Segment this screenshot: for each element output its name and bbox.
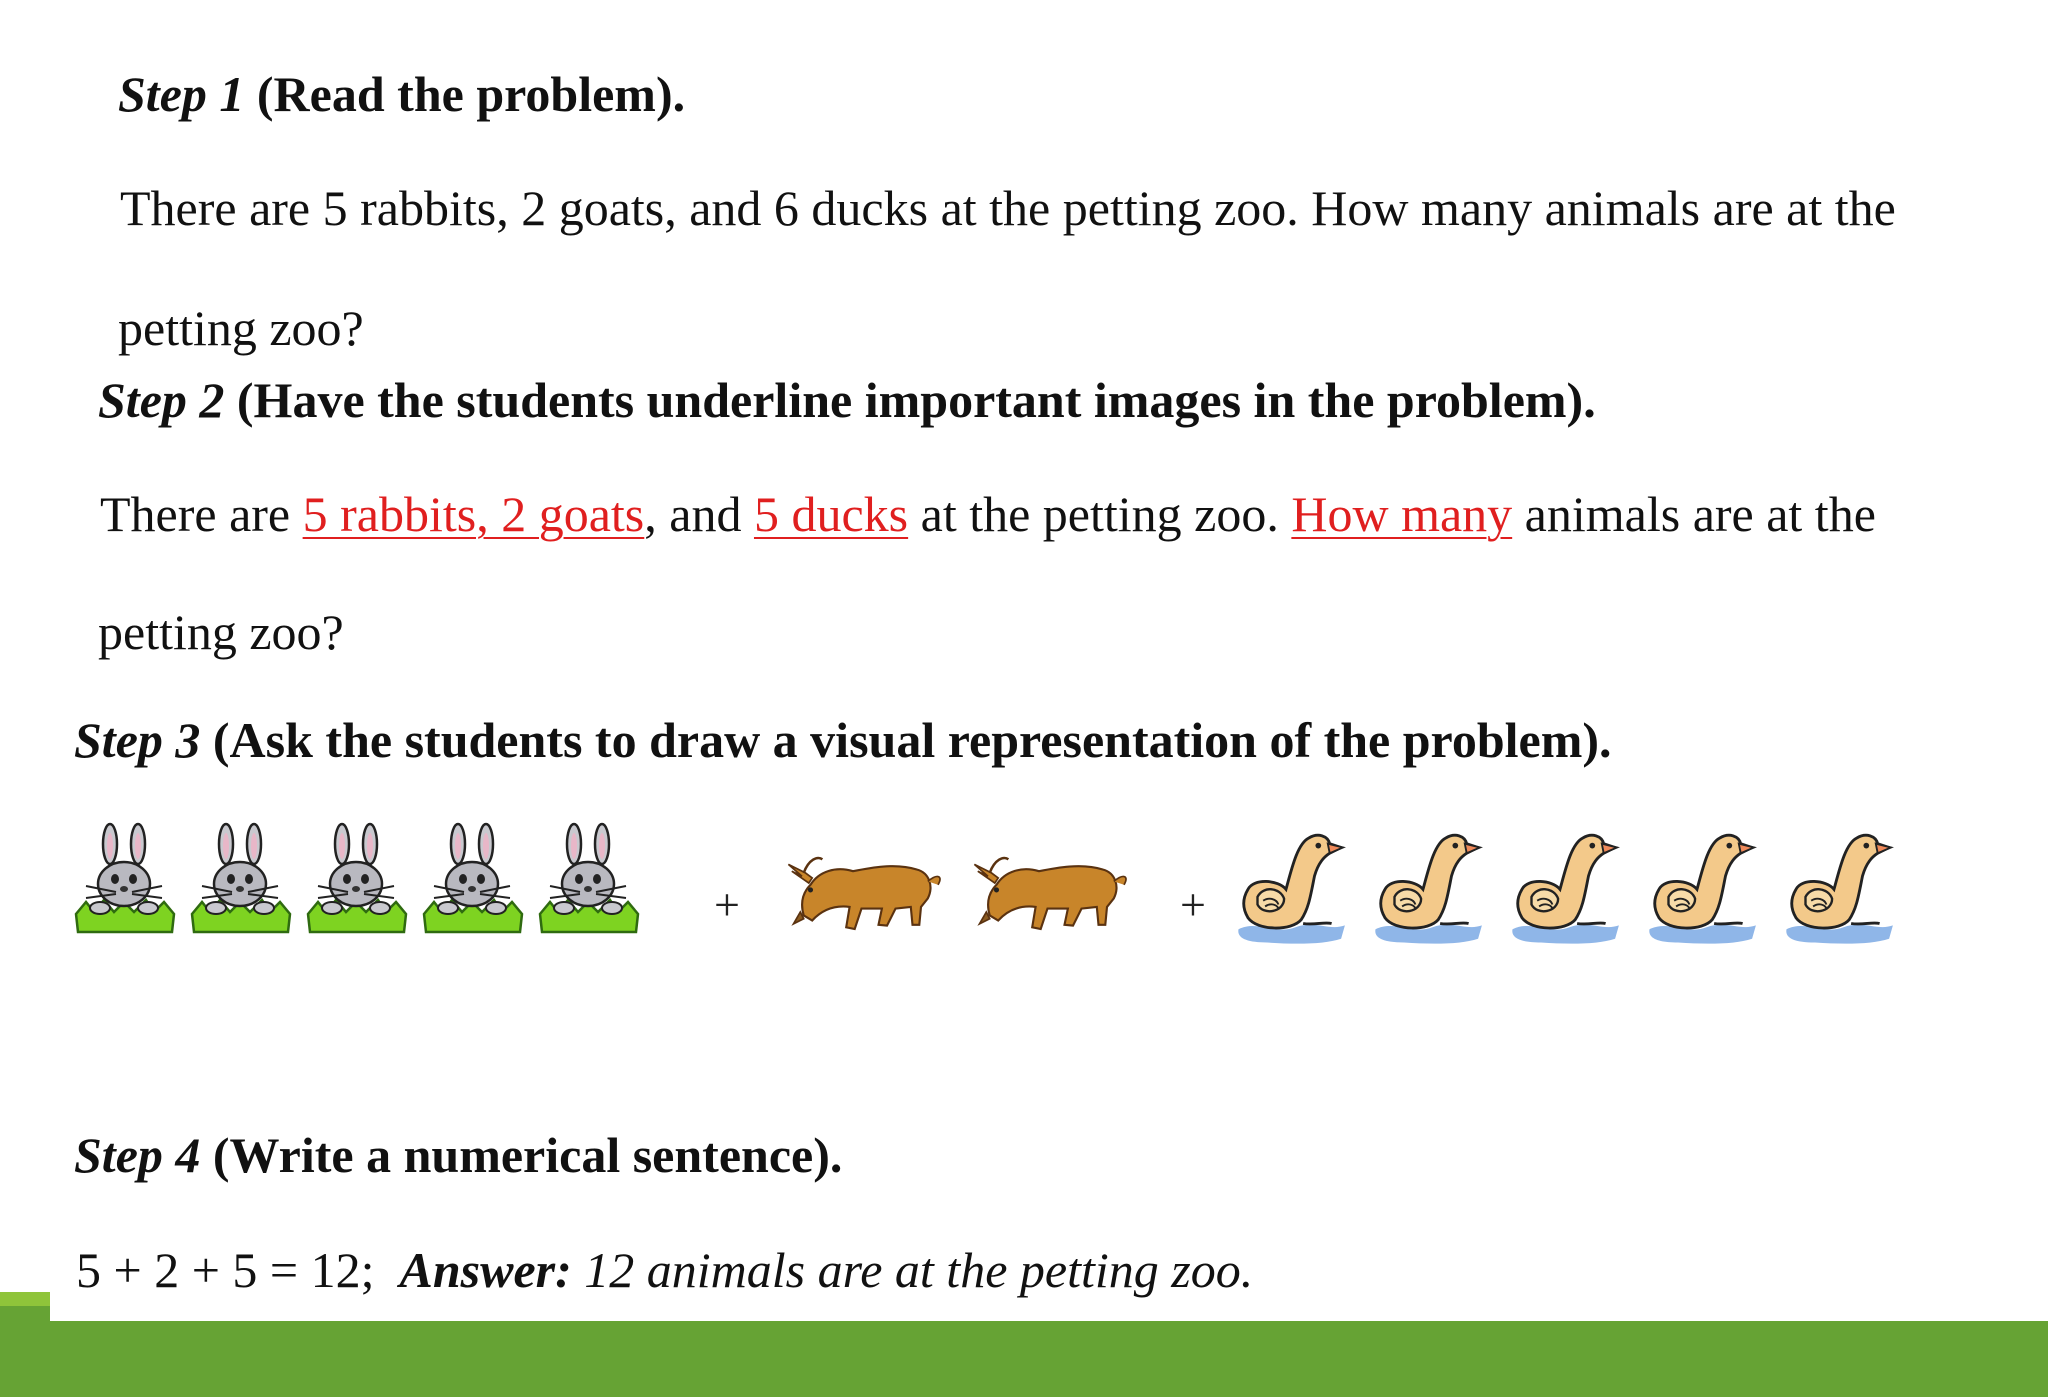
rabbit-icon: [424, 824, 522, 932]
rabbit-icon: [308, 824, 406, 932]
step2-text-3: at the petting zoo.: [908, 486, 1292, 542]
equation: 5 + 2 + 5 = 12;: [76, 1242, 375, 1298]
step2-label: Step 2: [98, 372, 225, 428]
rabbit-icon: [540, 824, 638, 932]
step3-label: Step 3: [74, 712, 201, 768]
goat-group: [788, 858, 1126, 929]
goat-icon: [974, 858, 1126, 929]
rabbit-icon: [192, 824, 290, 932]
duck-icon: [1238, 835, 1345, 943]
step2-text-1: There are: [100, 486, 303, 542]
duck-group: [1238, 835, 1893, 943]
plus-sign-1: +: [714, 879, 740, 930]
step4-title: (Write a numerical sentence).: [200, 1127, 843, 1183]
rabbit-icon: [76, 824, 174, 932]
answer-label: Answer:: [399, 1242, 572, 1298]
step4-heading: [74, 1125, 842, 1185]
step1-problem-line2: petting zoo?: [118, 300, 364, 356]
step1-problem-line1: There are 5 rabbits, 2 goats, and 6 ducks at the petting zoo. How many animals are at the: [120, 180, 1896, 236]
footer-accent-inner: [0, 1306, 50, 1321]
step4-label: Step 4: [74, 1127, 201, 1183]
footer-bar: [0, 1321, 2048, 1397]
duck-icon: [1512, 835, 1619, 943]
step2-underline-ducks: 5 ducks: [753, 486, 909, 542]
duck-icon: [1786, 835, 1893, 943]
duck-icon: [1375, 835, 1482, 943]
step1-label: Step 1: [118, 66, 245, 122]
duck-icon: [1649, 835, 1756, 943]
step2-problem-line2: petting zoo?: [98, 604, 344, 660]
step2-title: (Have the students underline important images in the problem).: [224, 372, 1596, 428]
step3-title: (Ask the students to draw a visual representation of the problem).: [200, 712, 1612, 768]
step1-title: (Read the problem).: [244, 66, 686, 122]
rabbit-group: [76, 824, 638, 932]
goat-icon: [788, 858, 940, 929]
plus-sign-2: +: [1180, 879, 1206, 930]
answer-text: 12 animals are at the petting zoo.: [571, 1242, 1254, 1298]
step2-text-2: , and: [644, 486, 754, 542]
step2-underline-how-many: How many: [1291, 486, 1513, 542]
step2-underline-rabbits-goats: 5 rabbits, 2 goats: [302, 486, 645, 542]
step4-answer-line: [76, 1240, 1253, 1300]
step2-text-4: animals are at the: [1512, 486, 1876, 542]
